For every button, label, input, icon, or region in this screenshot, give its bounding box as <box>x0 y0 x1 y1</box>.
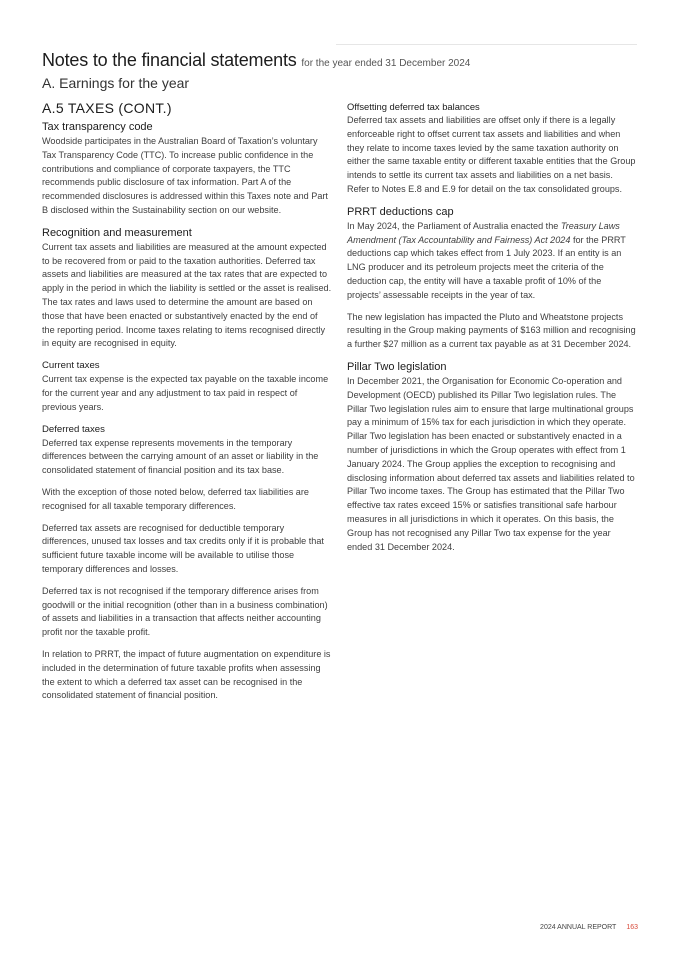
report-name: 2024 ANNUAL REPORT <box>540 924 617 931</box>
prrt-p1-b: for the PRRT deductions cap which takes effect from 1 July 2023. If an entity is an LNG producer and its petroleum projects meet the criteria of the deduction cap, the entity will have a taxable profit of 10% of the projects’ assessable receipts in the year of tax. <box>347 234 626 300</box>
page-title <box>42 49 642 75</box>
page-number: 163 <box>626 924 638 931</box>
deferred-taxes-heading: Deferred taxes <box>42 423 105 435</box>
current-taxes-text: Current tax expense is the expected tax payable on the taxable income for the current year and any adjustment to tax paid in respect of previous years. <box>42 374 329 412</box>
tax-transparency-text: Woodside participates in the Australian Board of Taxation’s voluntary Tax Transparency Code (TTC). To increase public confidence in the contributions and compliance of corporate taxpayers, the TTC recommends public disclosure of tax information. Part A of the recommended disclosures is addressed within this Taxes note and Part B disclosed within the Sustainability section on our website. <box>42 136 328 215</box>
deferred-taxes-p4: Deferred tax is not recognised if the temporary difference arises from goodwill or the initial recognition (other than in a business combination) of assets and liabilities in a transaction that affects neither accounting profit nor the taxable profit. <box>42 585 328 638</box>
left-column <box>42 100 332 703</box>
right-column <box>347 101 637 554</box>
offsetting-text: Deferred tax assets and liabilities are offset only if there is a legally enforceable right to offset current tax assets and liabilities and when they relate to income taxes levied by the same taxation authority on either the same taxable entity or different taxable entities that the Group intends to settle its current tax assets and liabilities on a net basis. Refer to Notes E.8 and E.9 for detail on the tax consolidated groups. <box>347 115 636 194</box>
section-title: A. Earnings for the year <box>42 75 190 91</box>
deferred-taxes-p3: Deferred tax assets are recognised for deductible temporary differences, unused tax losses and tax credits only if it is probable that sufficient future taxable income will be available to utilise those temporary differences and losses. <box>42 522 324 574</box>
recognition-text: Current tax assets and liabilities are measured at the amount expected to be recovered from or paid to the taxation authorities. Deferred tax assets and liabilities are measured at the tax rates that are expected to apply in the period in which the liability is settled or the asset is realised. The tax rates and laws used to determine the amount are based on those that have been enacted or substantively enacted by the end of the reporting period. Income taxes relating to items recognised directly in equity are recognised in equity. <box>42 241 332 349</box>
page-footer <box>540 924 638 931</box>
recognition-heading: Recognition and measurement <box>42 226 192 239</box>
deferred-taxes-p2: With the exception of those noted below, deferred tax liabilities are recognised for all taxable temporary differences. <box>42 486 309 511</box>
pillar-two-heading: Pillar Two legislation <box>347 360 447 373</box>
tax-transparency-heading: Tax transparency code <box>42 121 153 133</box>
act-name: Treasury Laws Amendment (Tax Accountability and Fairness) Act 2024 <box>347 220 620 245</box>
deferred-taxes-p5: In relation to PRRT, the impact of future augmentation on expenditure is included in the determination of future taxable profits when assessing the extent to which a deferred tax asset can be recognised in the consolidated statement of financial position. <box>42 648 331 701</box>
offsetting-heading: Offsetting deferred tax balances <box>347 101 480 112</box>
prrt-p2: The new legislation has impacted the Pluto and Wheatstone projects resulting in the Group making payments of $163 million and recognising a further $27 million as a current tax payable as at 31 December 2024. <box>347 311 636 350</box>
page-header <box>42 49 642 92</box>
deferred-taxes-p1: Deferred tax expense represents movements in the temporary differences between the carrying amount of an asset or liability in the consolidated statement of financial position and its tax base. <box>42 437 319 476</box>
prrt-p1 <box>347 220 637 303</box>
header-rule <box>336 44 637 45</box>
page-title-text: Notes to the financial statements <box>42 50 297 70</box>
current-taxes-heading: Current taxes <box>42 360 100 372</box>
prrt-heading: PRRT deductions cap <box>347 205 454 218</box>
note-heading: A.5 TAXES (CONT.) <box>42 100 172 116</box>
page-title-suffix: for the year ended 31 December 2024 <box>301 58 471 69</box>
pillar-two-text: In December 2021, the Organisation for Economic Co-operation and Development (OECD) published its Pillar Two legislation rules. The Pillar Two legislation rules aim to ensure that large multinational groups pay a minimum of 15% tax for each jurisdiction in which they operate. Pillar Two legislation has been enacted or substantively enacted in a number of jurisdictions in which the Group operates with effect from 1 January 2024. The Group applies the exception to recognising and disclosing information about deferred tax assets and liabilities related to Pillar Two income taxes. The Group has estimated that the Pillar Two effective tax rates exceed 15% or satisfies transitional safe harbour measures in all jurisdictions in which it operates. On this basis, the Group has not recognised any Pillar Two tax expense for the year ended 31 December 2024. <box>347 375 635 552</box>
prrt-p1-a: In May 2024, the Parliament of Australia enacted the <box>347 220 561 231</box>
